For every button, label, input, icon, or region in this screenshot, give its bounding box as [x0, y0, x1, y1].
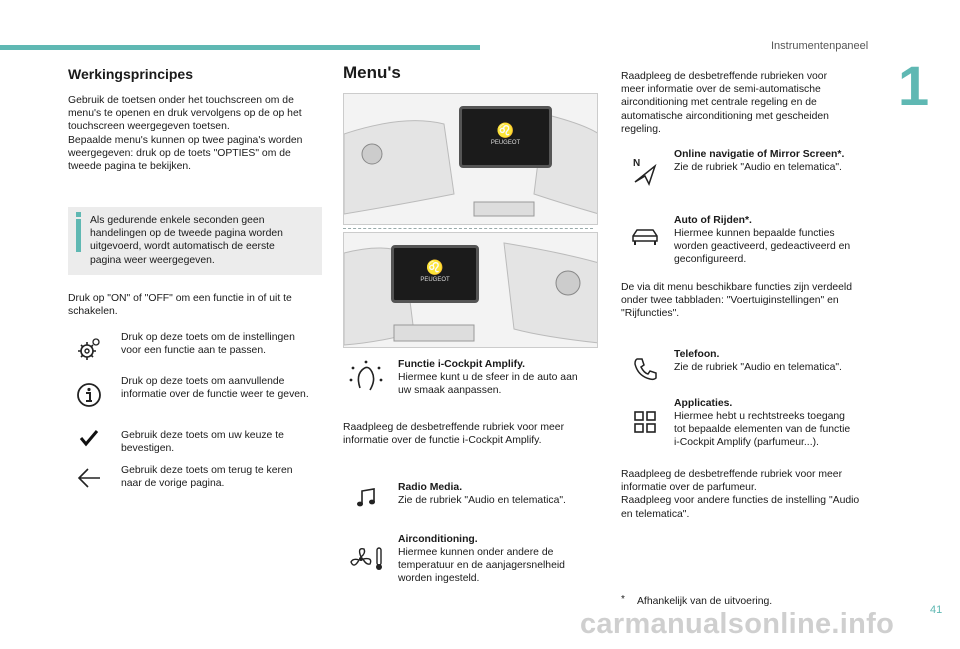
amplify-icon: [348, 360, 384, 394]
perfume-ref-text: Raadpleeg de desbetreffende rubriek voor meer informatie over de parfumeur. Raadpleeg voor andere functies de instelling "Audio en telematica".: [621, 469, 860, 520]
radio-title: Radio Media.: [398, 482, 463, 493]
applications-grid-icon: [631, 408, 659, 436]
info-icon: [75, 381, 103, 409]
confirm-desc: Gebruik deze toets om uw keuze te bevestigen.: [121, 430, 284, 455]
back-arrow-icon: [75, 464, 103, 492]
phone-title: Telefoon.: [674, 349, 720, 360]
tabs-text: De via dit menu beschikbare functies zijn verdeeld onder twee tabbladen: "Voertuiginstellingen" en "Rijfuncties".: [621, 282, 853, 320]
note-marker-icon: [76, 212, 81, 217]
settings-gear-icon: [74, 336, 102, 364]
left-heading: Werkingsprincipes: [68, 66, 194, 82]
settings-desc: Druk op deze toets om de instellingen voor een functie aan te passen.: [121, 332, 295, 357]
fan-temperature-icon: [348, 545, 384, 573]
aircon-title: Airconditioning.: [398, 534, 478, 545]
drive-text: Hiermee kunnen bepaalde functies worden geactiveerd, gedeactiveerd en geconfigureerd.: [674, 228, 851, 266]
svg-text:N: N: [633, 158, 641, 169]
touchscreen-bottom: ♌ PEUGEOT: [391, 245, 479, 303]
drive-title: Auto of Rijden*.: [674, 215, 752, 226]
amplify-text: Hiermee kunt u de sfeer in de auto aan uw smaak aanpassen.: [398, 372, 578, 397]
apps-title: Applicaties.: [674, 398, 733, 409]
header-accent-bar: [0, 45, 480, 50]
chapter-number: 1: [898, 54, 930, 117]
aircon-ref-text: Raadpleeg de desbetreffende rubrieken voor meer informatie over de semi-automatische airconditioning met centrale regeling en de automatische airconditioning met gescheiden regeling.: [621, 71, 829, 135]
apps-text: Hiermee hebt u rechtstreeks toegang tot bepaalde elementen van de functie i-Cockpit Amplify (parfumeur...).: [674, 411, 851, 449]
amplify-ref: Raadpleeg de desbetreffende rubriek voor meer informatie over de functie i-Cockpit Amplify.: [343, 422, 565, 447]
nav-title: Online navigatie of Mirror Screen*.: [674, 149, 845, 160]
touchscreen-top: ♌ PEUGEOT: [459, 106, 552, 168]
back-desc: Gebruik deze toets om terug te keren naar de vorige pagina.: [121, 465, 293, 490]
navigation-icon: [631, 156, 659, 186]
car-icon: [630, 226, 660, 248]
info-desc: Druk op deze toets om aanvullende informatie over de functie weer te geven.: [121, 376, 309, 401]
info-note: [68, 207, 322, 275]
music-note-icon: [355, 486, 379, 510]
checkmark-icon: [78, 428, 100, 448]
dashboard-illustration-top: [343, 93, 598, 225]
aircon-text: Hiermee kunnen onder andere de temperatuur en de aanjagersnelheid worden ingesteld.: [398, 547, 565, 585]
note-text: Als gedurende enkele seconden geen handelingen op de tweede pagina worden uitgevoerd, wordt automatisch de eerste pagina weer weergegeven.: [90, 215, 283, 266]
onoff-text: Druk op "ON" of "OFF" om een functie in of uit te schakelen.: [68, 293, 292, 318]
radio-text: Zie de rubriek "Audio en telematica".: [398, 495, 566, 506]
section-title: Instrumentenpaneel: [771, 40, 869, 52]
nav-text: Zie de rubriek "Audio en telematica".: [674, 162, 842, 173]
intro-text: Gebruik de toetsen onder het touchscreen om de menu's te openen en druk vervolgens op de op het touchscreen weergegeven toetsen. Bepaalde menu's kunnen op twee pagina's worden weergegeven: druk op de toets "OPTIES" om de tweede pagina te bekijken.: [68, 95, 303, 173]
phone-text: Zie de rubriek "Audio en telematica".: [674, 362, 842, 373]
watermark: carmanualsonline.info: [580, 608, 895, 640]
divider: [343, 228, 593, 229]
dashboard-illustration-bottom: [343, 232, 598, 348]
menus-heading: Menu's: [343, 63, 401, 82]
footnote-star: *: [621, 594, 625, 605]
amplify-title: Functie i-Cockpit Amplify.: [398, 359, 526, 370]
page-number: 41: [930, 604, 943, 616]
phone-icon: [631, 355, 659, 383]
footnote-text: Afhankelijk van de uitvoering.: [637, 596, 773, 607]
